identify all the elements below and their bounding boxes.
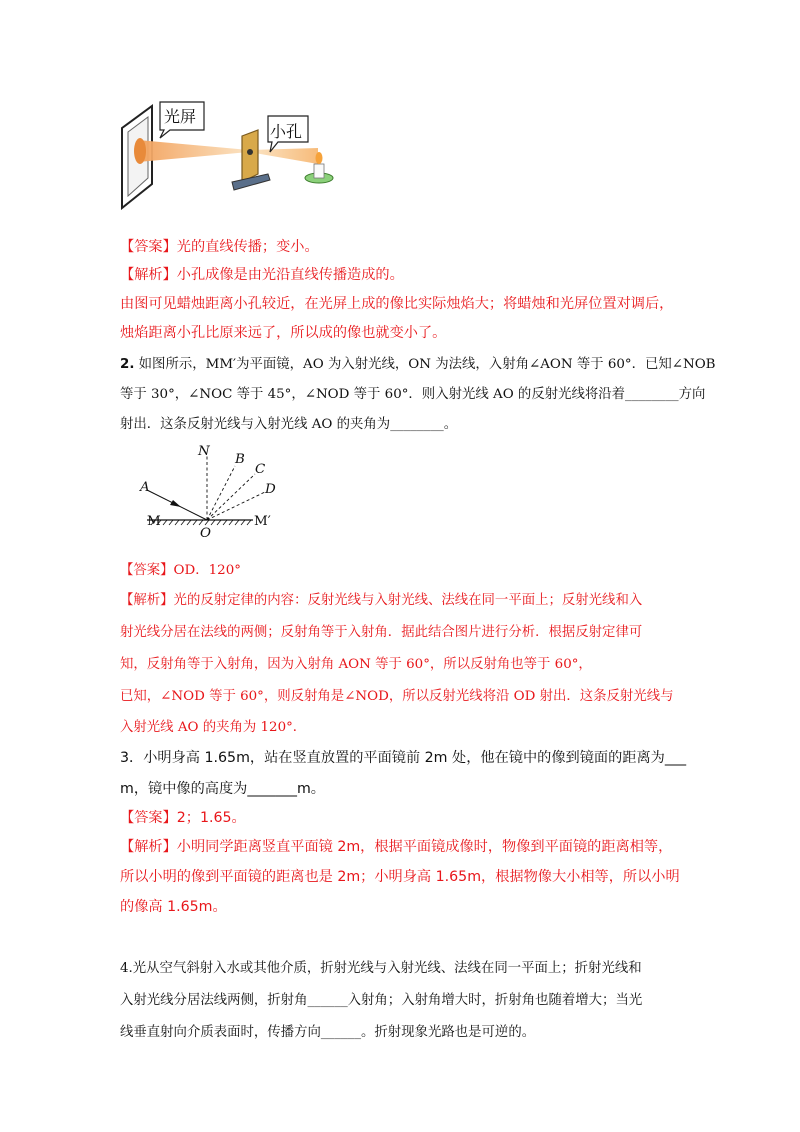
label-b: B — [235, 452, 245, 467]
q2-analysis-line: 已知，∠NOD 等于 60°，则反射角是∠NOD，所以反射光线将沿 OD 射出．这条反射光线与 — [120, 689, 674, 704]
q2-analysis-line: 知，反射角等于入射角，因为入射角 AON 等于 60°，所以反射角也等于 60°， — [120, 657, 592, 672]
q2-stem-line: 等于 30°，∠NOC 等于 45°，∠NOD 等于 60°．则入射光线 AO 的反射光线将沿着________方向 — [120, 387, 706, 402]
q3-stem-line: 3．小明身高 1.65m，站在竖直放置的平面镜前 2m 处，他在镜中的像到镜面的距离为___ — [120, 750, 687, 766]
light-beam-right — [249, 148, 318, 164]
q1-analysis-line: 烛焰距离小孔比原来远了，所以成的像也就变小了。 — [120, 325, 447, 341]
q3-stem-line: m，镜中像的高度为_______m。 — [120, 781, 325, 797]
pinhole-board — [242, 130, 258, 182]
label-m: M — [147, 514, 161, 529]
q3-analysis-line: 的像高 1.65m。 — [120, 899, 227, 915]
label-n: N — [198, 444, 210, 459]
pinhole-figure — [118, 92, 340, 210]
label-d: D — [265, 482, 276, 497]
q2-analysis-line: 射光线分居在法线的两侧；反射角等于入射角．据此结合图片进行分析．根据反射定律可 — [120, 625, 643, 640]
q4-stem-line: 入射光线分居法线两侧，折射角______入射角；入射角增大时，折射角也随着增大；当光 — [120, 993, 643, 1008]
ray-ob — [207, 466, 235, 520]
light-beam-left — [138, 140, 249, 162]
screen-label: 光屏 — [164, 107, 197, 126]
q2-analysis-line: 入射光线 AO 的夹角为 120°． — [120, 720, 307, 735]
q2-number: 2. — [120, 357, 135, 372]
q1-analysis-line: 由图可见蜡烛距离小孔较近，在光屏上成的像比实际烛焰大；将蜡烛和光屏位置对调后， — [120, 296, 674, 312]
label-m-prime: M′ — [254, 514, 271, 529]
label-o: O — [200, 526, 211, 541]
q4-stem-line: 4.光从空气斜射入水或其他介质，折射光线与入射光线、法线在同一平面上；折射光线和 — [120, 961, 642, 976]
q2-analysis-line: 【解析】光的反射定律的内容：反射光线与入射光线、法线在同一平面上；反射光线和入 — [120, 593, 643, 608]
label-a: A — [140, 480, 150, 495]
q1-analysis-line: 【解析】小孔成像是由光沿直线传播造成的。 — [120, 267, 404, 283]
q3-analysis-line: 【解析】小明同学距离竖直平面镜 2m，根据平面镜成像时，物像到平面镜的距离相等， — [120, 839, 673, 855]
q3-answer: 【答案】2；1.65。 — [120, 810, 246, 826]
hole-label: 小孔 — [270, 122, 303, 141]
q1-answer: 【答案】光的直线传播；变小。 — [120, 239, 319, 255]
ray-oc — [207, 474, 255, 520]
q2-answer: 【答案】OD．120° — [120, 563, 241, 578]
q4-stem-line: 线垂直射向介质表面时，传播方向______。折射现象光路也是可逆的。 — [120, 1025, 536, 1040]
q2-stem-line: 射出．这条反射光线与入射光线 AO 的夹角为________。 — [120, 417, 458, 432]
q2-stem-line: 2. 如图所示，MM′为平面镜，AO 为入射光线，ON 为法线，入射角∠AON 等于 60°．已知∠NOB — [120, 357, 716, 372]
label-c: C — [255, 462, 266, 477]
q3-analysis-line: 所以小明的像到平面镜的距离也是 2m；小明身高 1.65m，根据物像大小相等，所以小明 — [120, 869, 680, 885]
candle — [314, 164, 324, 178]
